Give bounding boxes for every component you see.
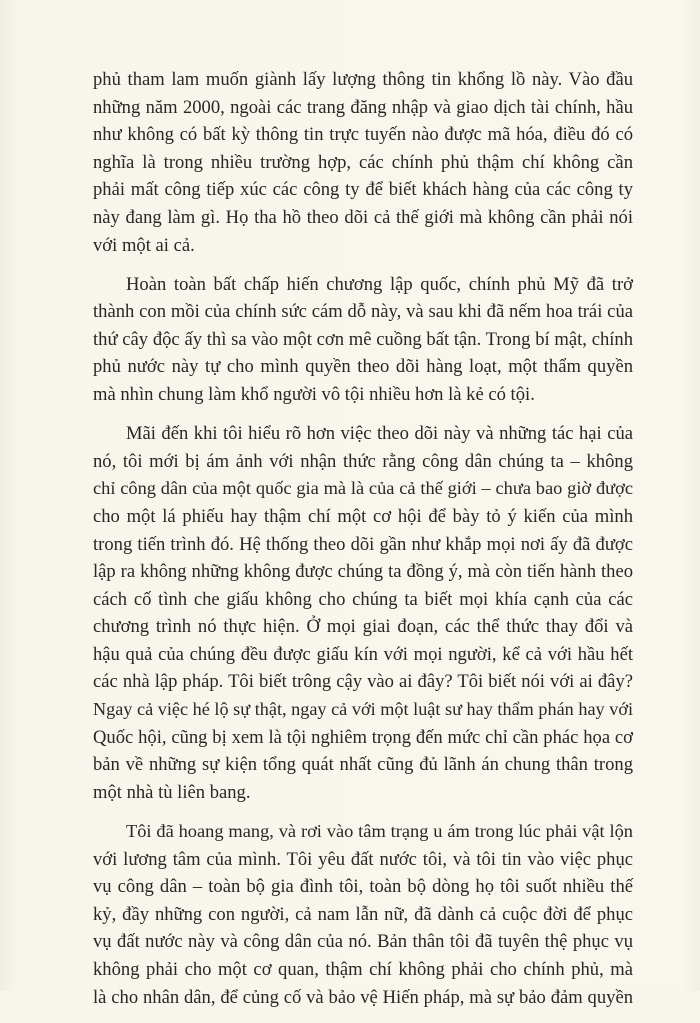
text-line: hậu quả của chúng đều được giấu kín với mọi người, kể cả với hầu hết — [93, 643, 633, 665]
text-line: thứ cây độc ấy thì sa vào một cơn mê cuồng bất tận. Trong bí mật, chính — [93, 328, 633, 350]
text-line: phủ nước này tự cho mình quyền theo dõi hàng loạt, một thẩm quyền — [93, 356, 633, 378]
paragraph-2 — [93, 271, 633, 409]
text-line: kỷ, đầy những con người, cả nam lẫn nữ, đã dành cả cuộc đời để phục — [93, 903, 633, 925]
text-line: cho một lá phiếu hay thậm chí một cơ hội để bày tỏ ý kiến của mình — [93, 505, 633, 527]
text-line: là cho nhân dân, để củng cố và bảo vệ Hiến pháp, mà sự bảo đảm quyền — [93, 986, 633, 1008]
text-line: như không có bất kỳ thông tin trực tuyến nào được mã hóa, điều đó có — [93, 124, 633, 146]
text-line: nó, tôi mới bị ám ảnh với nhận thức rằng công dân chúng ta – không — [93, 450, 633, 472]
text-line: Mãi đến khi tôi hiểu rõ hơn việc theo dõi này và những tác hại của — [126, 423, 633, 445]
text-line: cách cố tình che giấu không cho chúng ta biết mọi khía cạnh của các — [93, 588, 633, 610]
text-line: không phải cho một cơ quan, thậm chí không phải cho chính phủ, mà — [93, 958, 633, 980]
text-line: các nhà lập pháp. Tôi biết trông cậy vào ai đây? Tôi biết nói với ai đây? — [93, 671, 633, 693]
text-line: chương trình nó thực hiện. Ở mọi giai đoạn, các thể thức thay đổi và — [93, 616, 633, 638]
paragraph-1 — [93, 66, 633, 259]
text-line: này đang làm gì. Họ tha hồ theo dõi cả thế giới mà không cần phải nói — [93, 206, 633, 228]
paragraph-4 — [93, 818, 633, 1011]
text-line: vụ công dân – toàn bộ gia đình tôi, toàn bộ dòng họ tôi suốt nhiều thế — [93, 876, 633, 898]
text-line: lập ra không những không được chúng ta đồng ý, mà còn tiến hành theo — [93, 561, 633, 583]
text-line: vụ đất nước này và công dân của nó. Bản thân tôi đã tuyên thệ phục vụ — [93, 931, 633, 953]
text-line: trong tiến trình đó. Hệ thống theo dõi gần như khắp mọi nơi ấy đã được — [93, 533, 633, 555]
text-line: bản về những sự kiện tổng quát nhất cũng đủ lãnh án chung thân trong — [93, 754, 633, 776]
paragraph-3 — [93, 420, 633, 806]
text-line: một nhà tù liên bang. — [93, 781, 251, 803]
text-line: chỉ công dân của một quốc gia mà là của cả thế giới – chưa bao giờ được — [93, 478, 633, 499]
text-line: mà nhìn chung làm khổ người vô tội nhiều hơn là kẻ có tội. — [93, 384, 535, 406]
text-line: phải mất công tiếp xúc các công ty để biết khách hàng của các công ty — [93, 179, 633, 201]
body-text — [93, 66, 633, 1023]
text-line: Quốc hội, cũng bị xem là tội nghiêm trọng đến mức chỉ cần phác họa cơ — [93, 726, 633, 748]
text-line: với lương tâm của mình. Tôi yêu đất nước tôi, và tôi tin vào việc phục — [93, 848, 633, 870]
text-line: thành con mồi của chính sức cám dỗ này, và sau khi đã nếm hoa trái của — [93, 301, 633, 323]
text-line: Hoàn toàn bất chấp hiến chương lập quốc, chính phủ Mỹ đã trở — [126, 273, 633, 295]
text-line: Tôi đã hoang mang, và rơi vào tâm trạng u ám trong lúc phải vật lộn — [126, 820, 633, 841]
text-line: những năm 2000, ngoài các trang đăng nhập và giao dịch tài chính, hầu — [93, 96, 633, 118]
text-line: Ngay cả việc hé lộ sự thật, ngay cả với một luật sư hay thẩm phán hay với — [93, 699, 633, 720]
text-line: phủ tham lam muốn giành lấy lượng thông tin khổng lồ này. Vào đầu — [93, 69, 633, 90]
text-line: nghĩa là trong nhiều trường hợp, các chính phủ thậm chí không cần — [93, 151, 633, 173]
text-line: với một ai cả. — [93, 234, 195, 256]
